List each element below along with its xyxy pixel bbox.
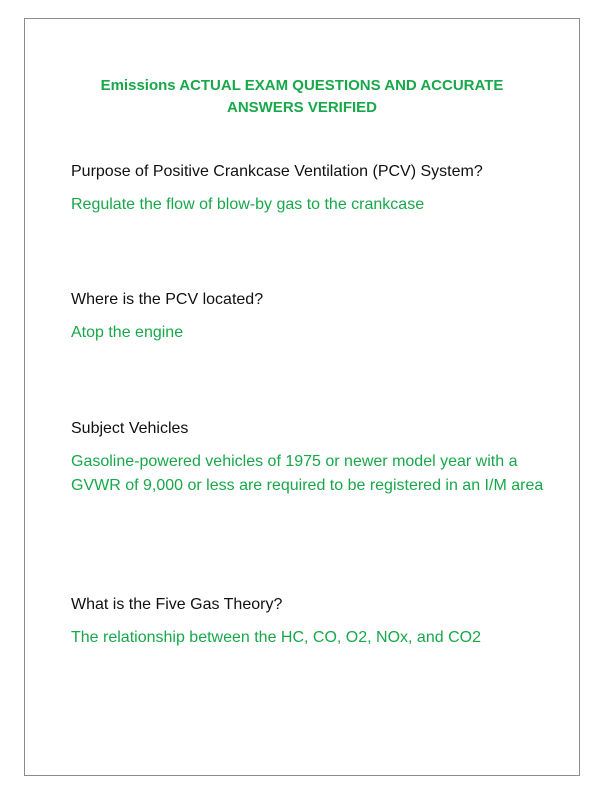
title-line-1: Emissions ACTUAL EXAM QUESTIONS AND ACCURATE	[100, 77, 504, 94]
qa-item-five-gas-theory	[71, 594, 551, 650]
qa-item-pcv-location	[71, 289, 551, 345]
answer-text: Atop the engine	[71, 324, 184, 341]
answer-text: The relationship between the HC, CO, O2, NOx, and CO2	[71, 629, 481, 646]
question-text: Purpose of Positive Crankcase Ventilation (PCV) System?	[71, 163, 483, 180]
qa-item-subject-vehicles	[71, 418, 551, 498]
page-border	[24, 18, 580, 776]
document-title	[24, 75, 580, 119]
question-text: What is the Five Gas Theory?	[71, 596, 283, 613]
question-text: Where is the PCV located?	[71, 291, 264, 308]
answer-text: Gasoline-powered vehicles of 1975 or newer model year with a GVWR of 9,000 or less are required to be registered in an I/M area	[71, 453, 544, 494]
title-line-2: ANSWERS VERIFIED	[226, 99, 377, 116]
answer-text: Regulate the flow of blow-by gas to the crankcase	[71, 196, 425, 213]
qa-item-pcv-purpose	[71, 161, 551, 217]
question-text: Subject Vehicles	[71, 420, 189, 437]
